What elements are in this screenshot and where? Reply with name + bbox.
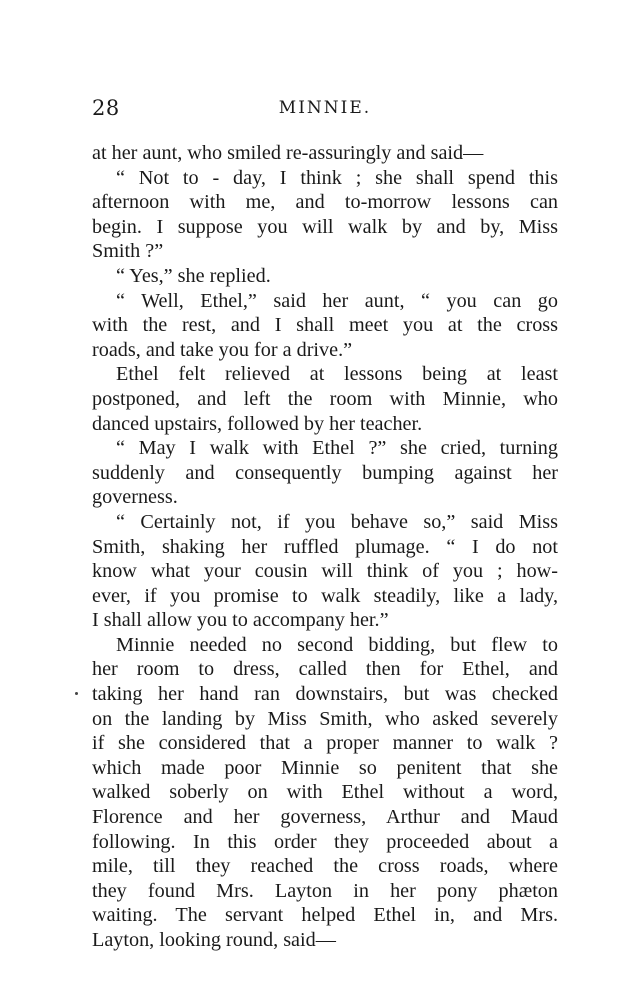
text-line: following. In this order they proceeded about a: [92, 830, 558, 853]
text-line: waiting. The servant helped Ethel in, and Mrs.: [92, 904, 558, 927]
text-line: “ Yes,” she replied.: [116, 264, 271, 287]
text-line: postponed, and left the room with Minnie, who: [92, 387, 558, 410]
text-line: afternoon with me, and to-morrow lessons can: [92, 191, 558, 214]
text-line: roads, and take you for a drive.”: [92, 338, 353, 361]
text-line: danced upstairs, followed by her teacher.: [92, 412, 423, 435]
text-line: begin. I suppose you will walk by and by, Miss: [92, 215, 558, 238]
text-line: Florence and her governess, Arthur and Maud: [92, 806, 558, 829]
text-line: Minnie needed no second bidding, but flew to: [116, 633, 558, 656]
page-number: 28: [92, 96, 120, 120]
text-line: I shall allow you to accompany her.”: [92, 609, 389, 632]
text-line: Smith, shaking her ruffled plumage. “ I do not: [92, 535, 558, 558]
text-line: Ethel felt relieved at lessons being at least: [116, 363, 558, 386]
text-line: which made poor Minnie so penitent that she: [92, 756, 558, 779]
text-line: walked soberly on with Ethel without a word,: [92, 781, 558, 804]
text-line: on the landing by Miss Smith, who asked severely: [92, 707, 558, 730]
text-line: ever, if you promise to walk steadily, like a lady,: [92, 584, 558, 607]
text-line: at her aunt, who smiled re-assuringly and said—: [92, 142, 484, 164]
text-line: “ Well, Ethel,” said her aunt, “ you can go: [116, 289, 558, 312]
margin-dot: [75, 692, 78, 695]
text-line: with the rest, and I shall meet you at the cross: [92, 314, 558, 337]
text-line: taking her hand ran downstairs, but was checked: [92, 683, 558, 706]
text-line: Layton, looking round, said—: [92, 929, 336, 951]
text-line: “ Not to - day, I think ; she shall spend this: [116, 166, 558, 189]
text-line: her room to dress, called then for Ethel, and: [92, 658, 558, 681]
text-line: suddenly and consequently bumping against her: [92, 461, 558, 484]
text-line: “ May I walk with Ethel ?” she cried, turning: [116, 437, 558, 460]
body-text: [92, 141, 558, 953]
text-line: Smith ?”: [92, 240, 164, 263]
text-line: know what your cousin will think of you ; how-: [92, 560, 558, 583]
text-line: they found Mrs. Layton in her pony phæton: [92, 879, 558, 902]
text-line: governess.: [92, 486, 178, 509]
text-line: “ Certainly not, if you behave so,” said Miss: [116, 510, 558, 533]
text-line: if she considered that a proper manner to walk ?: [92, 732, 558, 755]
page-header: [92, 96, 558, 126]
running-title: MINNIE.: [278, 98, 372, 118]
text-line: mile, till they reached the cross roads, where: [92, 855, 558, 878]
